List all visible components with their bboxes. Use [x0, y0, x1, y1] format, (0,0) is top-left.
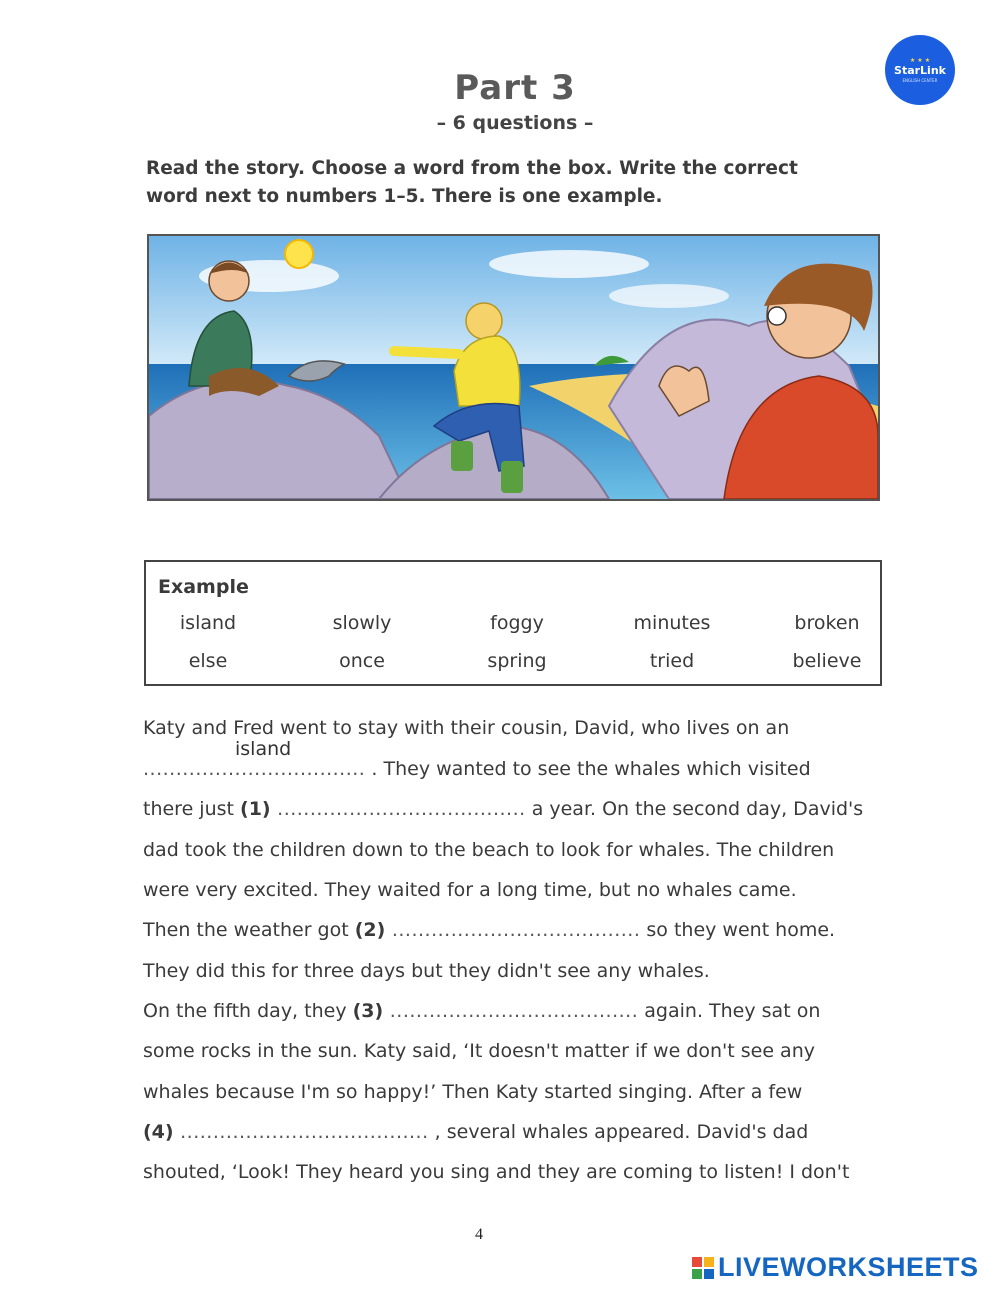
question-number-4: (4)	[143, 1121, 174, 1143]
girl-boot	[501, 461, 523, 493]
story-line	[143, 738, 811, 780]
cloud	[489, 250, 649, 278]
girl-head	[466, 303, 502, 339]
question-number-1: (1)	[240, 798, 271, 820]
sun-icon	[285, 240, 313, 268]
page-number: 4	[475, 1226, 483, 1243]
story-line: were very excited. They waited for a long time, but no whales came.	[143, 879, 797, 901]
story-line: shouted, ‘Look! They heard you sing and they are coming to listen! I don't	[143, 1161, 850, 1183]
story-text-segment: a year. On the second day, David's	[525, 798, 864, 820]
story-line: some rocks in the sun. Katy said, ‘It doesn't matter if we don't see any	[143, 1040, 815, 1062]
example-answer-blank	[143, 738, 366, 780]
logo-subtitle: ENGLISH CENTER	[902, 77, 938, 83]
story-text-segment: Then the weather got	[143, 919, 355, 941]
word-option: island	[179, 612, 237, 634]
story-line	[143, 1121, 808, 1143]
word-option: once	[339, 650, 385, 672]
word-option: tried	[649, 650, 695, 672]
word-option: spring	[487, 650, 547, 672]
story-line	[143, 1000, 820, 1022]
answer-blank-2[interactable]: ......................................	[385, 919, 641, 941]
page-title: Part 3	[454, 68, 576, 108]
girl-arm-pointing	[394, 351, 459, 354]
girl-boot	[451, 441, 473, 471]
question-number-2: (2)	[354, 919, 386, 941]
story-illustration	[147, 234, 880, 501]
story-line	[143, 919, 835, 941]
cloud	[609, 284, 729, 308]
story-text-segment: . They wanted to see the whales which visited	[365, 758, 811, 780]
word-option: foggy	[490, 612, 544, 634]
example-label: Example	[158, 576, 249, 598]
instructions-line-1: Read the story. Choose a word from the box. Write the correct	[146, 158, 798, 179]
story-text-segment: there just	[143, 798, 241, 820]
page-subtitle: – 6 questions –	[436, 112, 594, 134]
story-line	[143, 798, 863, 820]
story-text-segment: so they went home.	[640, 919, 836, 941]
liveworksheets-grid-icon	[692, 1257, 714, 1279]
answer-blank-1[interactable]: ......................................	[270, 798, 526, 820]
story-text-segment: , several whales appeared. David's dad	[428, 1121, 809, 1143]
answer-blank-4[interactable]: ......................................	[173, 1121, 429, 1143]
liveworksheets-brand: LIVEWORKSHEETS	[718, 1252, 979, 1282]
word-option: slowly	[332, 612, 392, 634]
instructions-line-2: word next to numbers 1–5. There is one example.	[146, 186, 663, 207]
story-text-segment: On the fifth day, they	[143, 1000, 353, 1022]
word-option: believe	[792, 650, 862, 672]
word-option: else	[188, 650, 228, 672]
word-option: minutes	[633, 612, 711, 634]
example-answer: island	[235, 738, 292, 760]
story-line: whales because I'm so happy!’ Then Katy started singing. After a few	[143, 1081, 803, 1103]
answer-blank-3[interactable]: ......................................	[383, 1000, 639, 1022]
logo-name: StarLink	[894, 63, 946, 77]
logo-stars: ★ ★ ★	[909, 56, 931, 64]
question-number-3: (3)	[352, 1000, 384, 1022]
word-option: broken	[794, 612, 860, 634]
story-line: Katy and Fred went to stay with their cousin, David, who lives on an	[143, 717, 790, 739]
answer-dots: ..................................	[143, 758, 366, 780]
liveworksheets-logo	[692, 1252, 979, 1283]
story-line: They did this for three days but they didn't see any whales.	[143, 960, 710, 982]
story-text-segment: again. They sat on	[638, 1000, 821, 1022]
word-box	[144, 560, 882, 686]
beach-scene	[149, 236, 878, 499]
story-line: dad took the children down to the beach to look for whales. The children	[143, 839, 835, 861]
david-eye	[768, 307, 786, 325]
instructions	[146, 155, 866, 211]
